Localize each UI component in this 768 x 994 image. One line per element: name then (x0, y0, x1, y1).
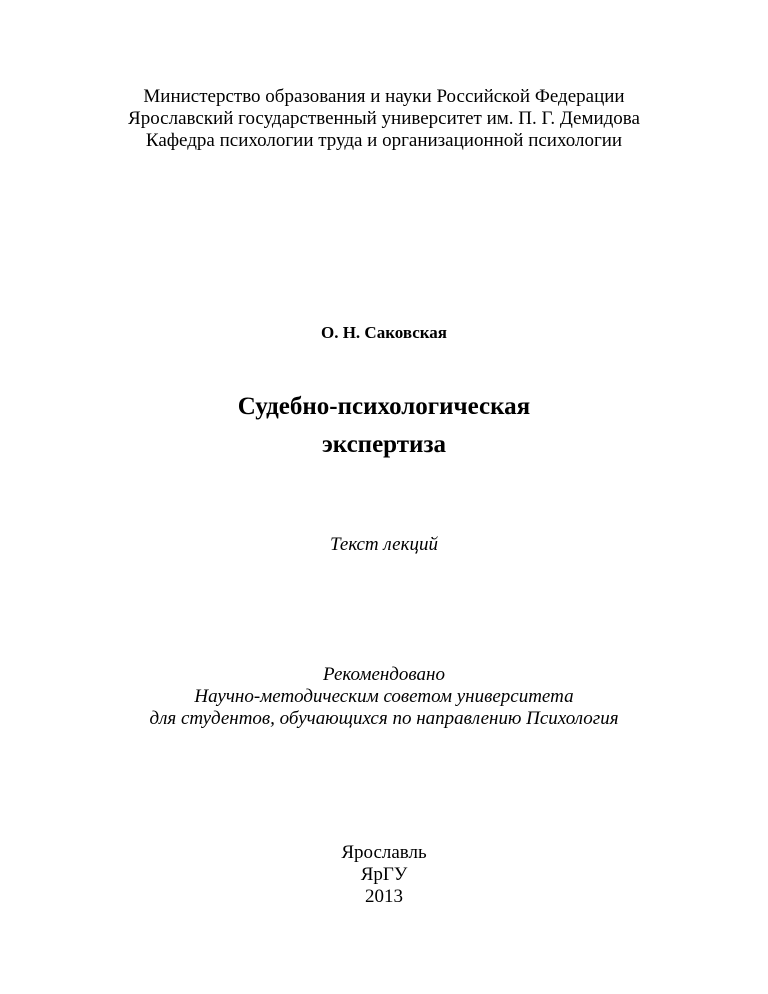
imprint-city: Ярославль (341, 842, 427, 863)
department-line: Кафедра психологии труда и организационной психологии (145, 130, 623, 151)
book-title (0, 388, 768, 464)
book-title-line-2: экспертиза (322, 431, 446, 458)
imprint (0, 842, 768, 908)
ministry-line: Министерство образования и науки Российской Федерации (143, 86, 625, 107)
imprint-publisher: ЯрГУ (360, 864, 408, 885)
book-title-line-1: Судебно-психологическая (237, 393, 531, 420)
institution-header (0, 86, 768, 152)
approval-line-2: Научно-методическим советом университета (194, 686, 574, 707)
approval-line-3: для студентов, обучающихся по направлению Психология (149, 708, 619, 729)
approval-line-1: Рекомендовано (323, 664, 445, 685)
author-name: О. Н. Саковская (320, 323, 448, 342)
approval-note (0, 664, 768, 730)
imprint-year: 2013 (365, 886, 403, 907)
university-line: Ярославский государственный университет им. П. Г. Демидова (128, 108, 640, 129)
book-subtitle: Текст лекций (330, 534, 438, 555)
